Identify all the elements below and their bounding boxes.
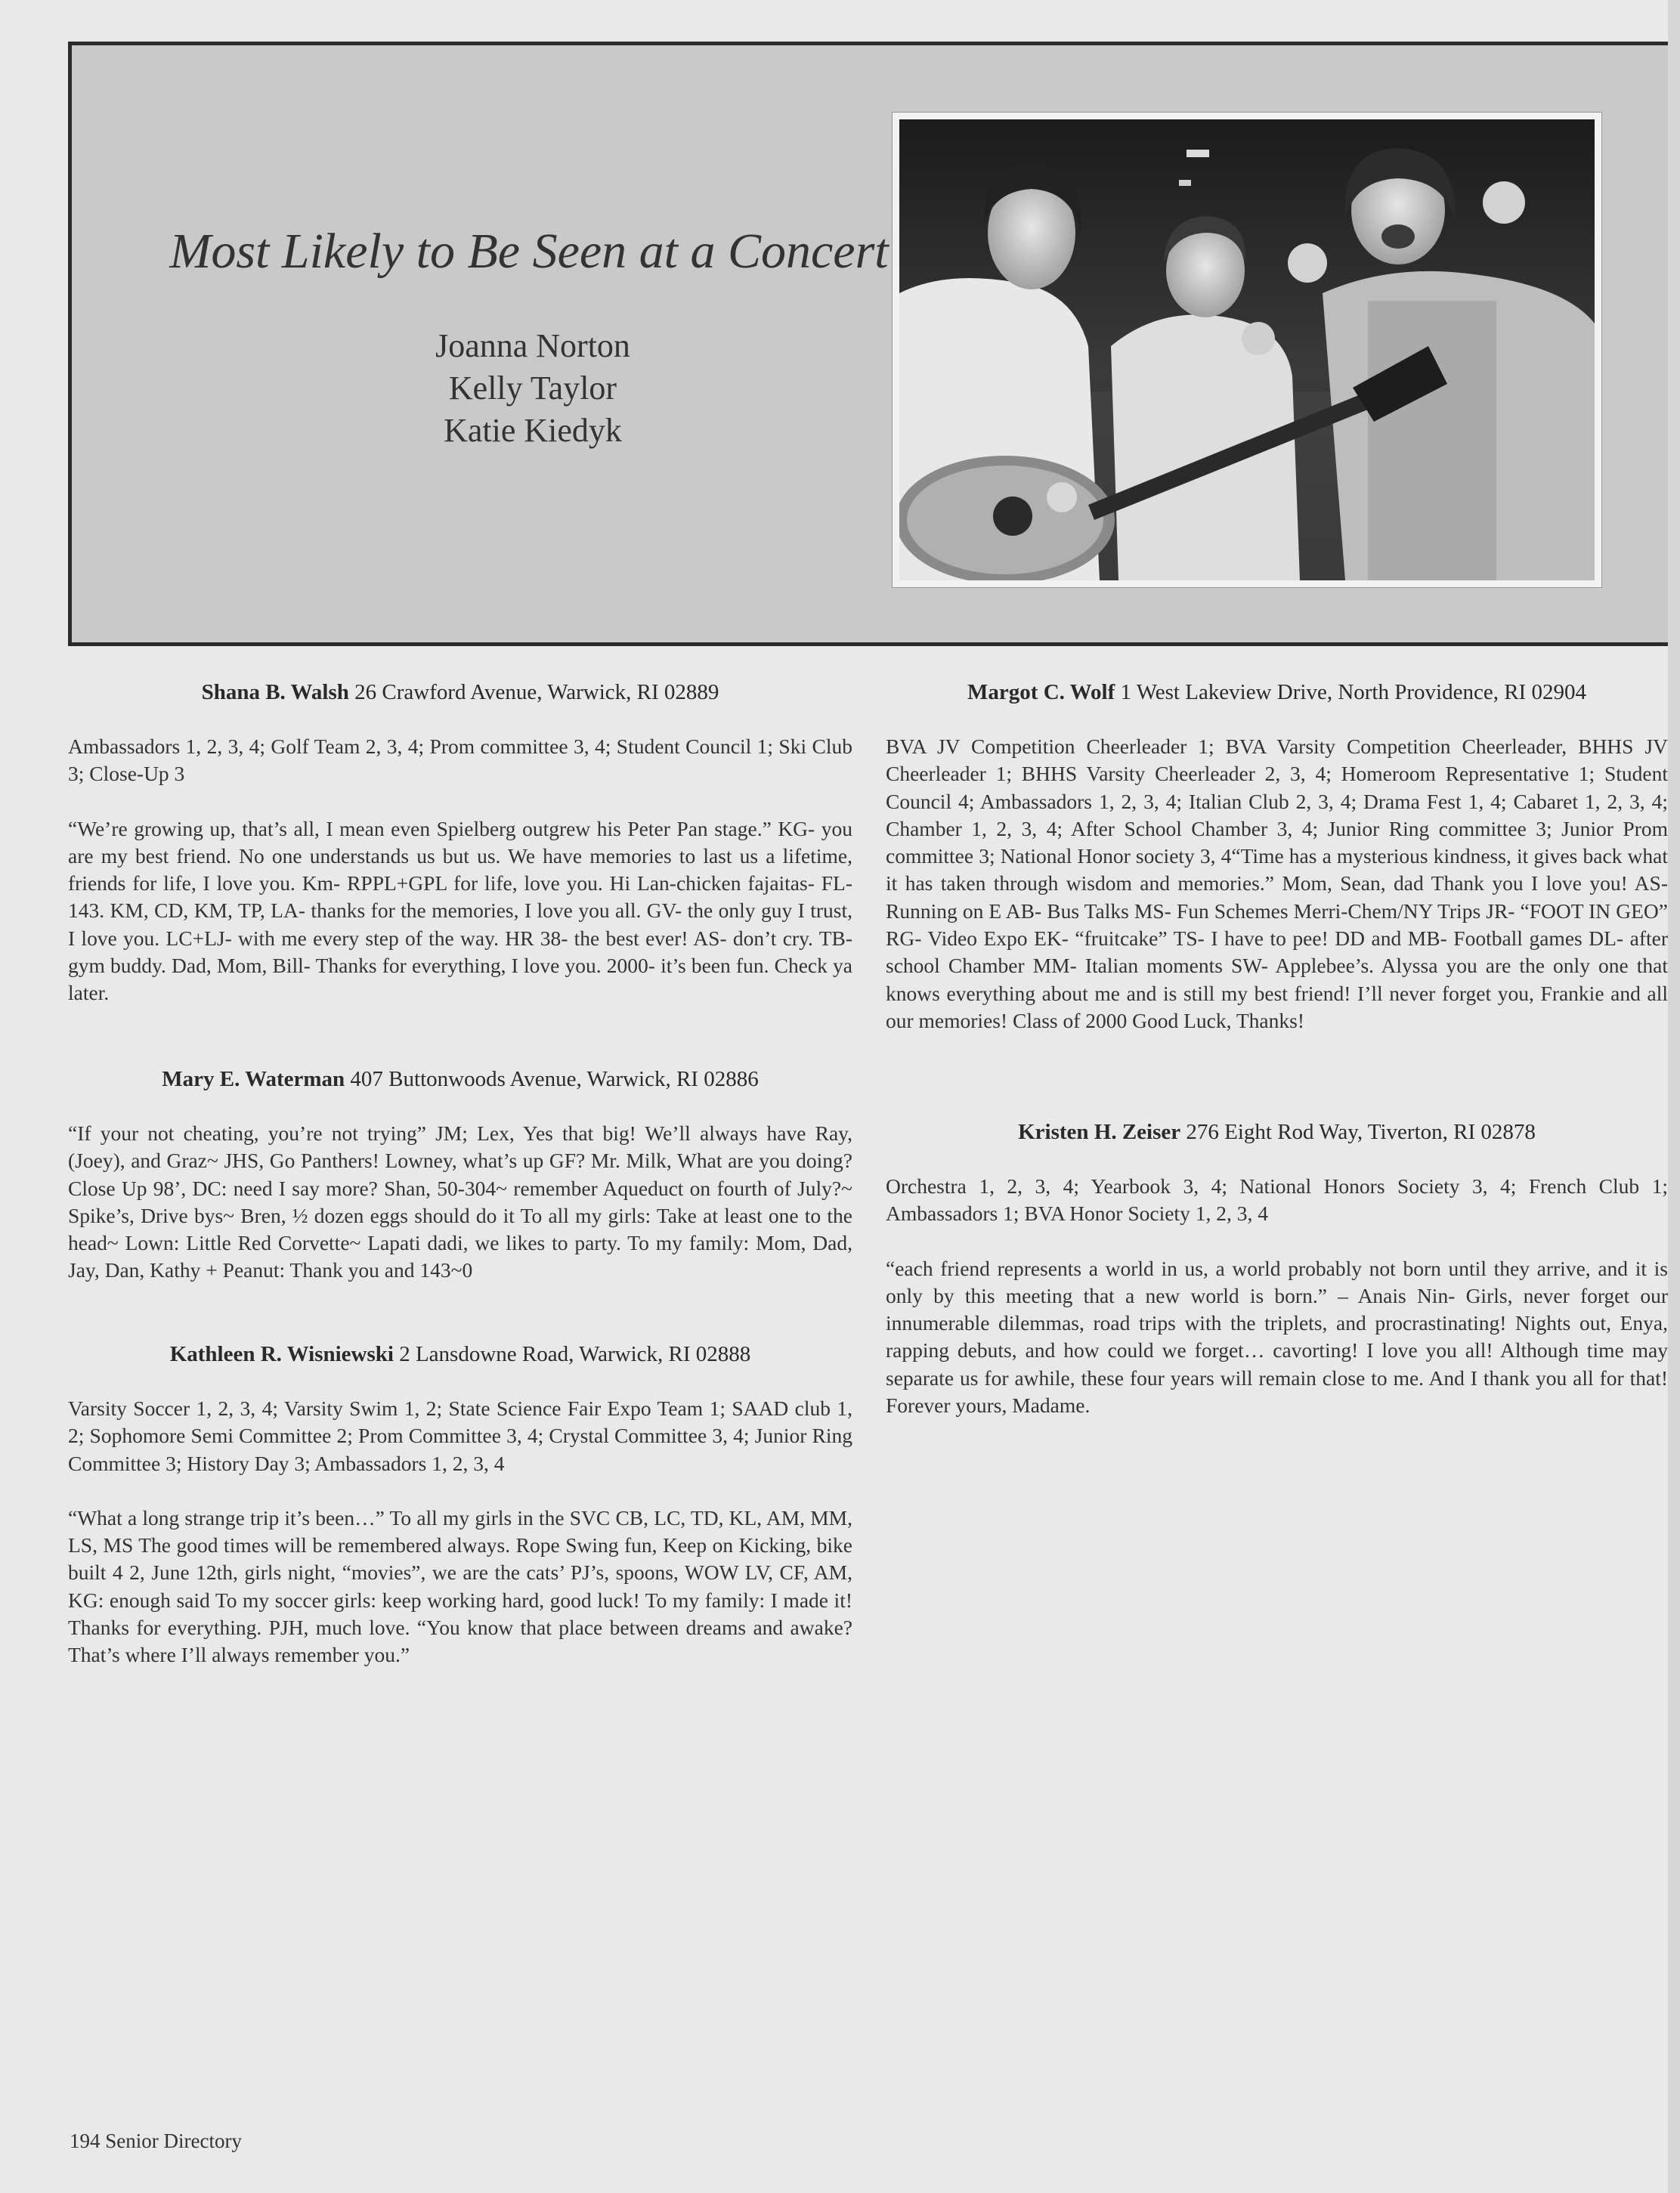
entry-heading (886, 679, 1668, 706)
group-photo (892, 112, 1602, 588)
senior-address: 1 West Lakeview Drive, North Providence, RI 02904 (1120, 680, 1586, 704)
senior-address: 407 Buttonwoods Avenue, Warwick, RI 02886 (350, 1067, 759, 1091)
senior-activities: Orchestra 1, 2, 3, 4; Yearbook 3, 4; National Honors Society 3, 4; French Club 1; Ambassadors 1; BVA Honor Society 1, 2, 3, 4 (886, 1174, 1668, 1226)
senior-message: “We’re growing up, that’s all, I mean even Spielberg outgrew his Peter Pan stage.” KG- you are my best friend. No one understands us but us. We have memories to last us a lifetime, friends for life, I love you. Km- RPPL+GPL for life, love you. Hi Lan-chicken fajaitas- FL- 143. KM, CD, KM, TP, LA- thanks for the memories, I love you all. GV- the only guy I trust, I love you. LC+LJ- with me every step of the way. HR 38- the best ever! AS- don’t cry. TB- gym buddy. Dad, Mom, Bill- Thanks for everything, I love you. 2000- it’s been fun. Check ya later. (68, 816, 852, 1005)
page-edge-shadow (1668, 0, 1680, 2193)
senior-entry (68, 679, 852, 1007)
senior-name: Margot C. Wolf (967, 680, 1115, 704)
entry-heading (68, 1341, 852, 1368)
entry-heading (886, 1118, 1668, 1146)
senior-activities: Varsity Soccer 1, 2, 3, 4; Varsity Swim 1, 2; State Science Fair Expo Team 1; SAAD club 1, 2; Sophomore Semi Committee 2; Prom Committee 3, 4; Crystal Committee 3, 4; Junior Ring Committee 3; History Day 3; Ambassadors 1, 2, 3, 4 (68, 1397, 852, 1475)
senior-message: “What a long strange trip it’s been…” To all my girls in the SVC CB, LC, TD, KL, AM, MM, LS, MS The good times will be remembered always. Rope Swing fun, Keep on Kicking, bike built 4 2, June 12th, girls night, “movies”, we are the cats’ PJ’s, spoons, WOW LV, CF, AM, KG: enough said To my soccer girls: keep working hard, good luck! To my family: I made it! Thanks for everything. PJH, much love. “You know that place between dreams and awake? That’s where I’ll always remember you.” (68, 1505, 852, 1667)
senior-address: 26 Crawford Avenue, Warwick, RI 02889 (354, 680, 719, 704)
senior-entry (68, 1066, 852, 1285)
entry-heading (68, 679, 852, 706)
superlative-name: Katie Kiedyk (444, 412, 622, 449)
senior-address: 2 Lansdowne Road, Warwick, RI 02888 (399, 1342, 751, 1366)
senior-message: “each friend represents a world in us, a world probably not born until they arrive, and it is only by this meeting that a new world is born.” – Anais Nin- Girls, never forget our innumerable dilemmas, road trips with the triplets, and procrastinating! Nights out, Enya, rapping debuts, and how could we forget… cavorting! I love you all! Although time may separate us for awhile, these four years will remain close to me. And I thank you all for that! Forever yours, Madame. (886, 1256, 1668, 1418)
senior-entry (68, 1341, 852, 1669)
page-footer: 194 Senior Directory (70, 2130, 242, 2152)
superlative-title: Most Likely to Be Seen at a Concert (169, 224, 889, 279)
senior-message: “If your not cheating, you’re not trying” JM; Lex, Yes that big! We’ll always have Ray, (Joey), and Graz~ JHS, Go Panthers! Lowney, what’s up GF? Mr. Milk, What are you doing? Close Up 98’, DC: need I say more? Shan, 50-304~ remember Aqueduct on fourth of July?~ Spike’s, Drive bys~ Bren, ½ dozen eggs should do it To all my girls: Take at least one to the head~ Lown: Little Red Corvette~ Lapati dadi, we likes to party. To my family: Mom, Dad, Jay, Dan, Kathy + Peanut: Thank you and 143~0 (68, 1121, 852, 1282)
superlative-feature-box (68, 42, 1672, 646)
senior-message: BVA JV Competition Cheerleader 1; BVA Varsity Competition Cheerleader, BHHS JV Cheerleader 1; BHHS Varsity Cheerleader 2, 3, 4; Homeroom Representative 1; Student Council 4; Ambassadors 1, 2, 3, 4; Italian Club 2, 3, 4; Drama Fest 1, 4; Cabaret 1, 2, 3, 4; Chamber 1, 2, 3, 4; After School Chamber 3, 4; Junior Ring committee 3; Junior Prom committee 3; National Honor society 3, 4“Time has a mysterious kindness, it gives back what it has taken through wisdom and memories.” Mom, Sean, dad Thank you I love you! AS- Running on E AB- Bus Talks MS- Fun Schemes Merri-Chem/NY Trips JR- “FOOT IN GEO” RG- Video Expo EK- “fruitcake” TS- I have to pee! DD and MB- Football games DL- after school Chamber MM- Italian moments SW- Applebee’s. Alyssa you are the only one that knows everything about me and is still my best friend! I’ll never forget you, Frankie and all our memories! Class of 2000 Good Luck, Thanks! (886, 735, 1668, 1032)
senior-name: Mary E. Waterman (162, 1067, 345, 1091)
superlative-name: Joanna Norton (435, 327, 630, 364)
superlative-names (299, 325, 767, 452)
senior-address: 276 Eight Rod Way, Tiverton, RI 02878 (1186, 1120, 1536, 1144)
senior-activities: Ambassadors 1, 2, 3, 4; Golf Team 2, 3, 4; Prom committee 3, 4; Student Council 1; Ski Club 3; Close-Up 3 (68, 735, 852, 786)
senior-name: Kristen H. Zeiser (1018, 1120, 1181, 1144)
senior-entry (886, 679, 1668, 1035)
group-photo-image (899, 119, 1595, 580)
senior-entry (886, 1118, 1668, 1419)
senior-name: Kathleen R. Wisniewski (169, 1342, 394, 1366)
superlative-name: Kelly Taylor (448, 370, 617, 407)
entry-heading (68, 1066, 852, 1093)
senior-name: Shana B. Walsh (201, 680, 349, 704)
